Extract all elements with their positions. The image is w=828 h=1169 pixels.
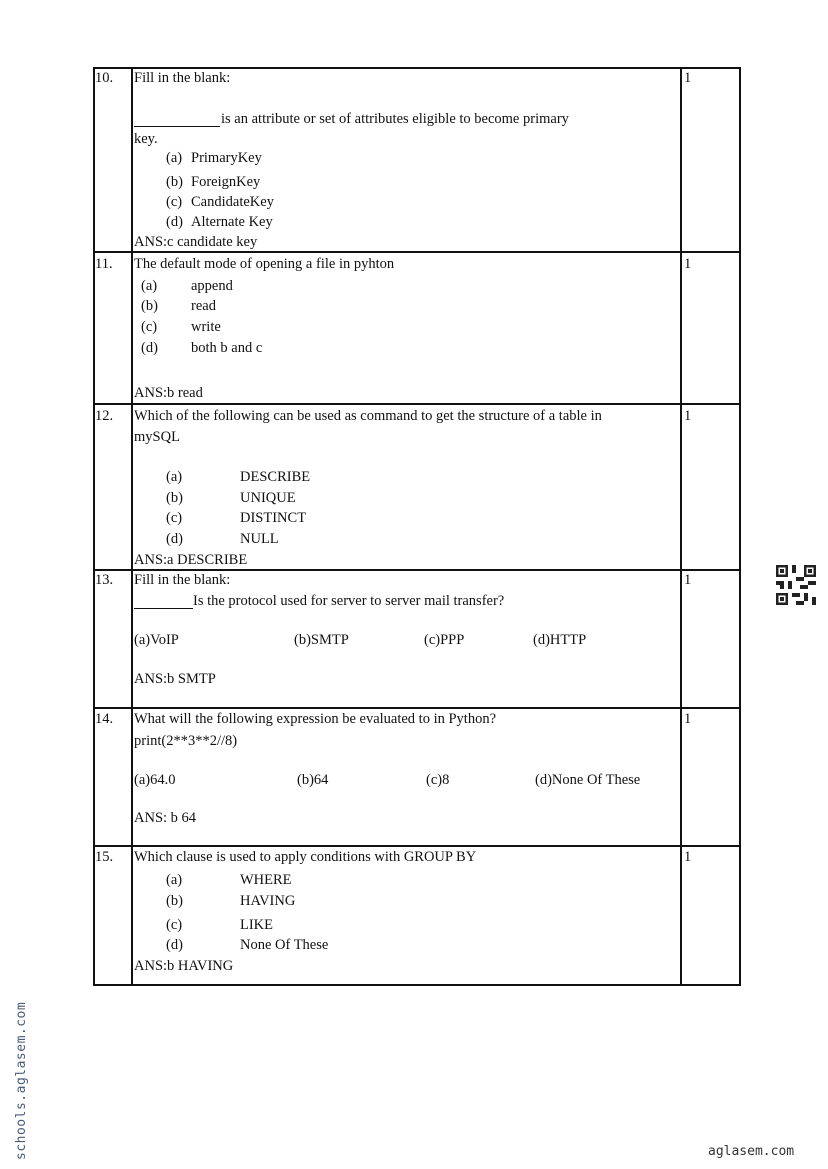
answer-blank bbox=[134, 594, 193, 609]
answer-text: ANS:a DESCRIBE bbox=[134, 552, 248, 568]
option-text: (c)PPP bbox=[424, 632, 465, 648]
option-text: (a)VoIP bbox=[134, 632, 179, 648]
option-text: (a)64.0 bbox=[134, 772, 176, 788]
answer-text: ANS:b read bbox=[134, 385, 203, 401]
question-marks: 1 bbox=[684, 711, 692, 727]
option-text: LIKE bbox=[240, 917, 274, 933]
question-text: Which clause is used to apply conditions with GROUP BY bbox=[134, 849, 477, 865]
option-label: (b) bbox=[166, 490, 183, 506]
option-label: (a) bbox=[166, 872, 183, 888]
option-text: None Of These bbox=[240, 937, 329, 953]
question-marks: 1 bbox=[684, 849, 692, 865]
answer-blank bbox=[134, 112, 220, 127]
option-text: WHERE bbox=[240, 872, 292, 888]
question-text: The default mode of opening a file in pyhton bbox=[134, 256, 395, 272]
option-label: (b) bbox=[166, 893, 183, 909]
footer-watermark: aglasem.com bbox=[708, 1144, 795, 1159]
option-text: ForeignKey bbox=[191, 174, 261, 190]
option-label: (d) bbox=[166, 531, 183, 547]
option-text: Alternate Key bbox=[191, 214, 273, 230]
question-text: mySQL bbox=[134, 429, 180, 445]
option-label: (a) bbox=[166, 469, 183, 485]
question-marks: 1 bbox=[684, 572, 692, 588]
question-text: Is the protocol used for server to server mail transfer? bbox=[193, 593, 505, 609]
answer-text: ANS: b 64 bbox=[134, 810, 197, 826]
answer-text: ANS:b SMTP bbox=[134, 671, 216, 687]
option-text: (c)8 bbox=[426, 772, 450, 788]
question-text: key. bbox=[134, 131, 158, 147]
question-text: Fill in the blank: bbox=[134, 70, 231, 86]
option-text: UNIQUE bbox=[240, 490, 296, 506]
option-text: CandidateKey bbox=[191, 194, 274, 210]
option-text: read bbox=[191, 298, 216, 314]
option-label: (b) bbox=[166, 174, 183, 190]
option-label: (c) bbox=[166, 917, 183, 933]
question-number: 12. bbox=[95, 408, 114, 424]
answer-text: ANS:c candidate key bbox=[134, 234, 258, 250]
option-label: (a) bbox=[166, 150, 183, 166]
question-code: print(2**3**2//8) bbox=[134, 733, 238, 749]
answer-text: ANS:b HAVING bbox=[134, 958, 234, 974]
question-text: What will the following expression be evaluated to in Python? bbox=[134, 711, 497, 727]
option-label: (a) bbox=[141, 278, 158, 294]
question-marks: 1 bbox=[684, 256, 692, 272]
option-text: PrimaryKey bbox=[191, 150, 262, 166]
option-text: append bbox=[191, 278, 233, 294]
question-number: 14. bbox=[95, 711, 114, 727]
option-text: (b)SMTP bbox=[294, 632, 349, 648]
question-number: 15. bbox=[95, 849, 114, 865]
option-text: DESCRIBE bbox=[240, 469, 311, 485]
option-label: (c) bbox=[141, 319, 158, 335]
option-text: both b and c bbox=[191, 340, 263, 356]
option-label: (c) bbox=[166, 194, 183, 210]
option-text: (b)64 bbox=[297, 772, 329, 788]
option-text: DISTINCT bbox=[240, 510, 307, 526]
option-text: HAVING bbox=[240, 893, 296, 909]
option-text: NULL bbox=[240, 531, 279, 547]
question-marks: 1 bbox=[684, 408, 692, 424]
qr-code-icon bbox=[776, 565, 816, 605]
option-label: (d) bbox=[166, 937, 183, 953]
option-label: (d) bbox=[141, 340, 158, 356]
option-text: (d)HTTP bbox=[533, 632, 587, 648]
question-number: 10. bbox=[95, 70, 114, 86]
question-number: 11. bbox=[95, 256, 113, 272]
question-text: is an attribute or set of attributes eligible to become primary bbox=[221, 111, 569, 127]
option-text: write bbox=[191, 319, 221, 335]
option-label: (d) bbox=[166, 214, 183, 230]
option-label: (b) bbox=[141, 298, 158, 314]
question-text: Fill in the blank: bbox=[134, 572, 231, 588]
question-marks: 1 bbox=[684, 70, 692, 86]
option-text: (d)None Of These bbox=[535, 772, 641, 788]
option-label: (c) bbox=[166, 510, 183, 526]
question-text: Which of the following can be used as command to get the structure of a table in bbox=[134, 408, 602, 424]
question-number: 13. bbox=[95, 572, 114, 588]
side-watermark: schools.aglasem.com bbox=[14, 1001, 29, 1160]
